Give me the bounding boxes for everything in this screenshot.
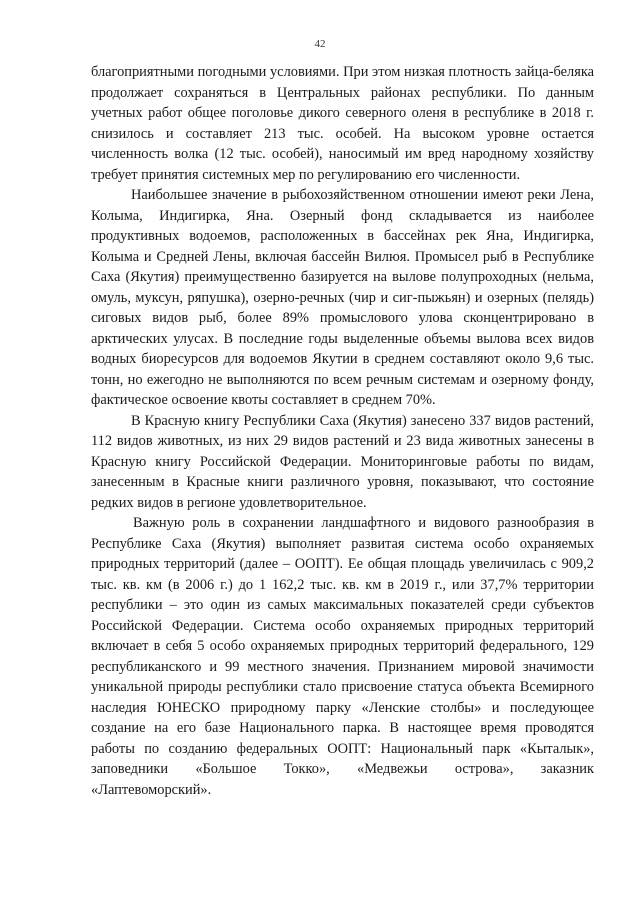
paragraph-protected-areas: Важную роль в сохранении ландшафтного и видового разнообразия в Республике Саха (Якутия) выполняет развитая система особо охраняемых природных территорий (далее – ООПТ). Ее общая площадь увеличилась с 909,2 тыс. кв. км (в 2006 г.) до 1 162,2 тыс. кв. км в 2019 г., или 37,7% территории республики – это один из самых максимальных показателей среди субъектов Российской Федерации. Система особо охраняемых природных территорий включает в себя 5 особо охраняемых природных территорий федерального, 129 республиканского и 99 местного значения. Признанием мировой значимости уникальной природы республики стало присвоение статуса объекта Всемирного наследия ЮНЕСКО природному парку «Ленские столбы» и последующее создание на его базе Национального парка. В настоящее время проводятся работы по созданию федеральных ООПТ: Национальный парк «Кыталык», заповедники «Большое Токко», «Медвежьи острова», заказник «Лаптевоморский».	[91, 515, 594, 798]
paragraph-fisheries: Наибольшее значение в рыбохозяйственном отношении имеют реки Лена, Колыма, Индигирка, Яна. Озерный фонд складывается из наиболее продуктивных водоемов, расположенных в бассейнах рек Яна, Индигирка, Колыма и Средней Лены, включая бассейн Вилюя. Промысел рыб в Республике Саха (Якутия) преимущественно базируется на вылове полупроходных (нельма, омуль, муксун, ряпушка), озерно-речных (чир и сиг-пыжьян) и озерных (пелядь) сиговых видов рыб, более 89% промыслового улова сконцентрировано в арктических улусах. В последние годы выделенные объемы вылова всех видов водных биоресурсов для водоемов Якутии в среднем составляют около 9,6 тыс. тонн, но ежегодно не выполняются по всем речным системам и озерному фонду, фактическое освоение квоты составляет в среднем 70%.	[91, 187, 594, 408]
paragraph-wildlife-continued: благоприятными погодными условиями. При этом низкая плотность зайца-беляка продолжает сохраняться в Центральных районах республики. По данным учетных работ общее поголовье дикого северного оленя в республике в 2018 г. снизилось и составляет 213 тыс. особей. На высоком уровне остается численность волка (12 тыс. особей), наносимый им вред народному хозяйству требует принятия системных мер по регулированию его численности.	[91, 64, 594, 183]
paragraph-red-book: В Красную книгу Республики Саха (Якутия) занесено 337 видов растений, 112 видов животных, из них 29 видов растений и 23 вида животных занесены в Красную книгу Российской Федерации. Мониторинговые работы по видам, занесенным в Красные книги различного уровня, показывают, что состояние редких видов в регионе удовлетворительное.	[91, 412, 594, 511]
page-number: 42	[314, 38, 326, 50]
body-text	[91, 62, 594, 800]
